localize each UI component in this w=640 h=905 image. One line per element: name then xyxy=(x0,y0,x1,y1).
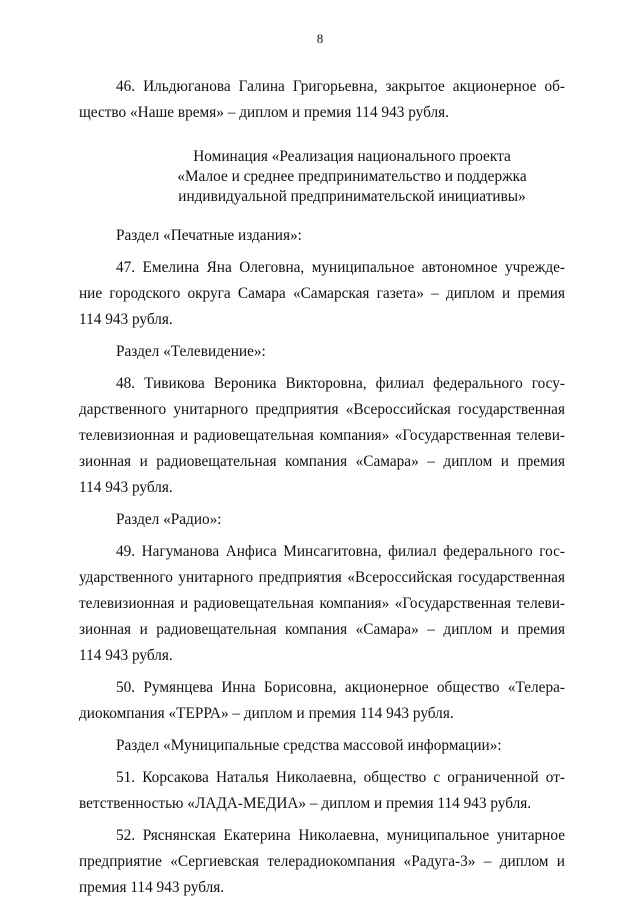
section-heading-tv: Раздел «Телевидение»: xyxy=(116,343,266,360)
text-line: телевизионная и радиовещательная компания» «Государственная телеви- xyxy=(79,595,565,612)
text-line: 50. Румянцева Инна Борисовна, акционерное общество «Телера- xyxy=(116,679,565,696)
list-item-49 xyxy=(79,539,565,669)
list-item-51 xyxy=(79,765,565,817)
list-item-48 xyxy=(79,371,565,501)
page-number: 8 xyxy=(316,31,324,46)
section-heading-radio: Раздел «Радио»: xyxy=(116,511,222,528)
text-line: предприятие «Сергиевская телерадиокомпания «Радуга-3» – диплом и xyxy=(79,853,565,870)
text-line: 114 943 рубля. xyxy=(79,647,173,664)
nomination-heading xyxy=(79,147,565,207)
text-line: 49. Нагуманова Анфиса Минсагитовна, филиал федерального гос- xyxy=(116,543,565,560)
text-line: 114 943 рубля. xyxy=(79,311,173,328)
section-heading-municipal: Раздел «Муниципальные средства массовой информации»: xyxy=(116,737,502,754)
document-body xyxy=(79,74,565,901)
text-line: диокомпания «ТЕРРА» – диплом и премия 114 943 рубля. xyxy=(79,705,454,722)
list-item-46 xyxy=(79,74,565,126)
list-item-52 xyxy=(79,823,565,901)
text-line: телевизионная и радиовещательная компания» «Государственная телеви- xyxy=(79,427,565,444)
text-line: 51. Корсакова Наталья Николаевна, общество с ограниченной от- xyxy=(116,769,565,786)
text-line: ударственного унитарного предприятия «Всероссийская государственная xyxy=(79,569,565,586)
text-line: зионная и радиовещательная компания «Самара» – диплом и премия xyxy=(79,453,565,470)
section-heading-print: Раздел «Печатные издания»: xyxy=(116,227,302,244)
text-line: 48. Тивикова Вероника Викторовна, филиал федерального госу- xyxy=(116,375,565,392)
text-line: 47. Емелина Яна Олеговна, муниципальное автономное учрежде- xyxy=(116,259,565,276)
text-line: ветственностью «ЛАДА-МЕДИА» – диплом и премия 114 943 рубля. xyxy=(79,795,532,812)
text-line: дарственного унитарного предприятия «Всероссийская государственная xyxy=(79,401,565,418)
nomination-line: Номинация «Реализация национального проекта xyxy=(193,148,511,165)
text-line: 114 943 рубля. xyxy=(79,479,173,496)
text-line: зионная и радиовещательная компания «Самара» – диплом и премия xyxy=(79,621,565,638)
nomination-line: «Малое и среднее предпринимательство и поддержка xyxy=(177,168,527,185)
nomination-line: индивидуальной предпринимательской инициативы» xyxy=(178,188,526,205)
text-line: 52. Ряснянская Екатерина Николаевна, муниципальное унитарное xyxy=(116,827,565,844)
text-line: премия 114 943 рубля. xyxy=(79,879,225,896)
text-line: щество «Наше время» – диплом и премия 114 943 рубля. xyxy=(79,104,449,121)
list-item-50 xyxy=(79,675,565,727)
text-line: 46. Ильдюганова Галина Григорьевна, закрытое акционерное об- xyxy=(116,78,565,95)
list-item-47 xyxy=(79,255,565,333)
text-line: ние городского округа Самара «Самарская газета» – диплом и премия xyxy=(79,285,565,302)
